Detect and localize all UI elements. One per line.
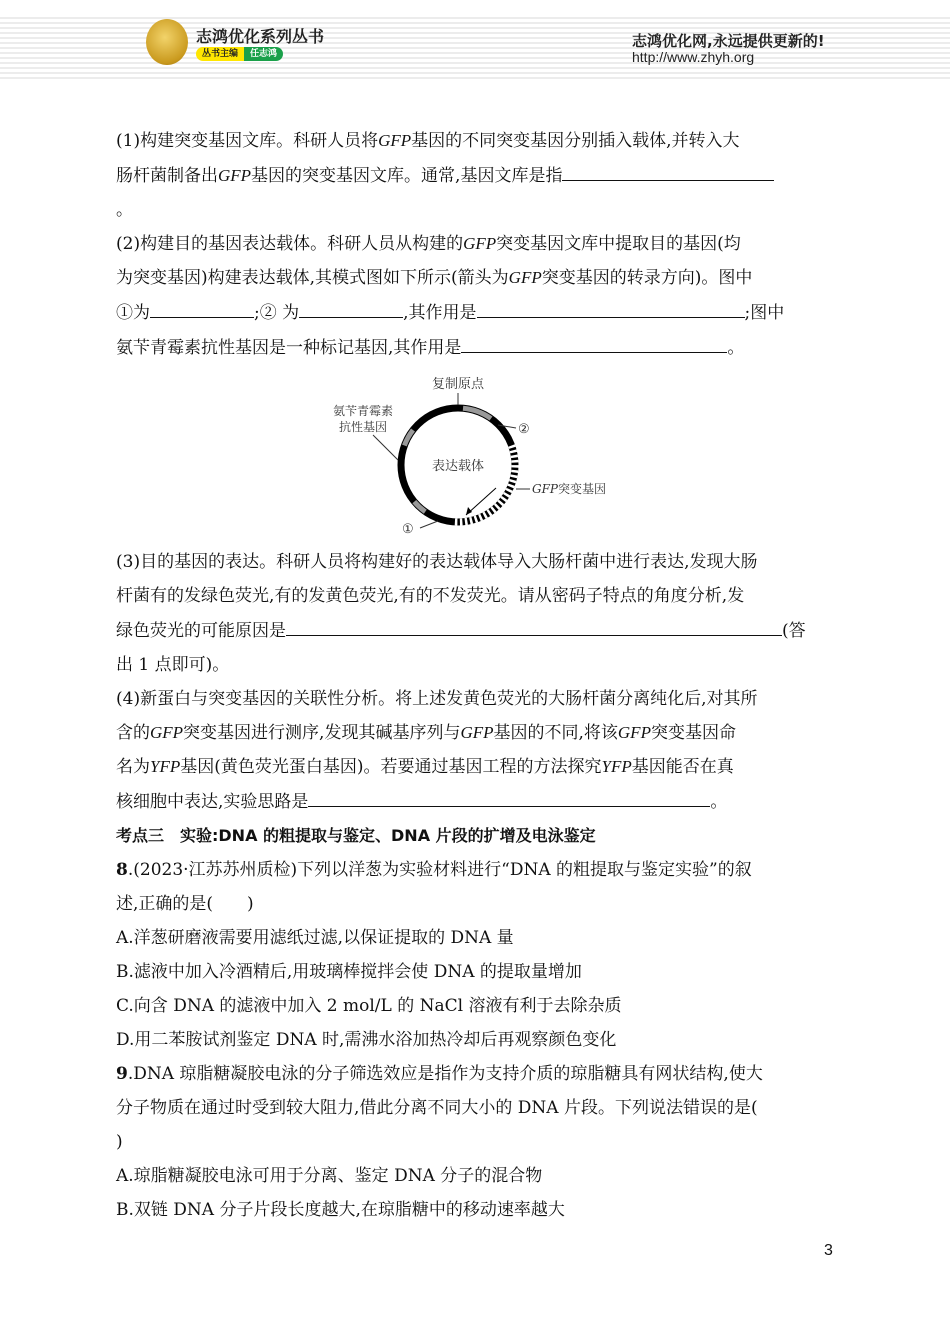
q3: (3)目的基因的表达。科研人员将构建好的表达载体导入大肠杆菌中进行表达,发现大肠 杆菌有的发绿色荧光,有的发黄色荧光,有的不发荧光。请从密码子特点的角度分析,发 绿色荧光的可能原因是 (答 出 1 点即可)。 (116, 552, 806, 675)
editor-badge: 丛书主编 任志鸿 (196, 47, 283, 61)
answer-blank[interactable] (461, 330, 727, 353)
page-number: 3 (824, 1242, 833, 1259)
publisher-seal-logo (146, 19, 188, 65)
svg-text:氨苄青霉素: 氨苄青霉素 (332, 404, 394, 418)
svg-text:②: ② (518, 422, 530, 437)
q9-option-a: A.琼脂糖凝胶电泳可用于分离、鉴定 DNA 分子的混合物 (116, 1166, 543, 1186)
svg-text:复制原点: 复制原点 (431, 377, 485, 392)
answer-blank[interactable] (477, 295, 745, 318)
arrow-icon (466, 507, 472, 515)
q8: 8.(2023·江苏苏州质检)下列以洋葱为实验材料进行“DNA 的粗提取与鉴定实验”的叙 述,正确的是( ) (116, 860, 752, 914)
svg-text:①: ① (402, 522, 414, 537)
q8-option-d: D.用二苯胺试剂鉴定 DNA 时,需沸水浴加热冷却后再观察颜色变化 (116, 1030, 617, 1050)
answer-blank[interactable] (299, 295, 403, 318)
plasmid-diagram (116, 365, 838, 545)
q2: (2)构建目的基因表达载体。科研人员从构建的GFP突变基因文库中提取目的基因(均 为突变基因)构建表达载体,其模式图如下所示(箭头为GFP突变基因的转录方向)。图中 ①为 ;② 为 ,其作用是 ;图中 氨苄青霉素抗性基因是一种标记基因,其作用是 。 (116, 234, 785, 358)
q4: (4)新蛋白与突变基因的关联性分析。将上述发黄色荧光的大肠杆菌分离纯化后,对其所 含的GFP突变基因进行测序,发现其碱基序列与GFP基因的不同,将该GFP突变基因命 名为YFP基因(黄色荧光蛋白基因)。若要通过基因工程的方法探究YFP基因能否在真 核细胞中表达,实验思路是 。 (116, 689, 758, 812)
q8-option-c: C.向含 DNA 的滤液中加入 2 mol/L 的 NaCl 溶液有利于去除杂质 (116, 996, 622, 1016)
answer-blank[interactable] (150, 295, 254, 318)
origin-segment (463, 408, 491, 418)
svg-text:抗性基因: 抗性基因 (338, 420, 388, 434)
q9-option-b: B.双链 DNA 分子片段长度越大,在琼脂糖中的移动速率越大 (116, 1200, 565, 1220)
q9: 9.DNA 琼脂糖凝胶电泳的分子筛选效应是指作为支持介质的琼脂糖具有网状结构,使大 分子物质在通过时受到较大阻力,借此分离不同大小的 DNA 片段。下列说法错误的是( ) (116, 1064, 763, 1152)
svg-text:GFP突变基因: GFP突变基因 (532, 482, 607, 496)
answer-blank[interactable] (308, 784, 710, 807)
slogan: 志鸿优化网,永远提供更新的! (632, 32, 825, 50)
answer-blank[interactable] (286, 613, 782, 636)
answer-blank[interactable] (562, 158, 774, 181)
document-body (116, 124, 838, 1227)
plasmid-figure (116, 365, 838, 545)
q8-option-a: A.洋葱研磨液需要用滤纸过滤,以保证提取的 DNA 量 (116, 928, 514, 948)
section-heading: 考点三 实验:DNA 的粗提取与鉴定、DNA 片段的扩增及电泳鉴定 (116, 826, 596, 845)
q8-option-b: B.滤液中加入冷酒精后,用玻璃棒搅拌会使 DNA 的提取量增加 (116, 962, 582, 982)
gfp-gene-segment (453, 446, 515, 523)
svg-text:表达载体: 表达载体 (431, 459, 485, 474)
series-title: 志鸿优化系列丛书 (196, 27, 325, 46)
site-url[interactable]: http://www.zhyh.org (632, 49, 755, 65)
q1: (1)构建突变基因文库。科研人员将GFP基因的不同突变基因分别插入载体,并转入大 肠杆菌制备出GFP基因的突变基因文库。通常,基因文库是指 。 (116, 124, 838, 227)
